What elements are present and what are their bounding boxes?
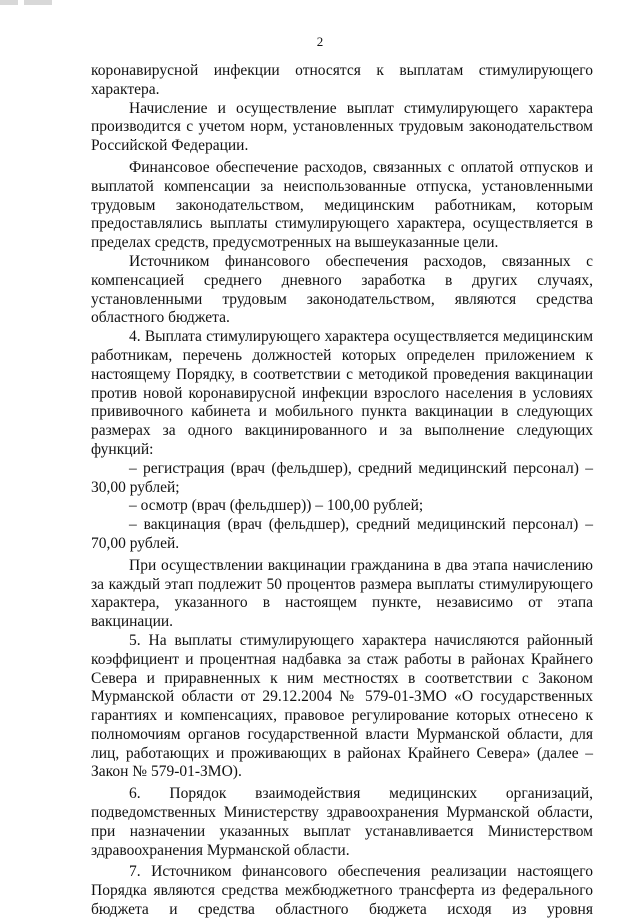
document-body [91,62,593,920]
paragraph: Источником финансового обеспечения расходов, связанных с компенсацией среднего дневного заработка в других случаях, установленными трудовым законодательством, являются средства областного бюджета. [91,252,593,327]
paragraph: коронавирусной инфекции относятся к выплатам стимулирующего характера. [91,62,593,98]
paragraph: Финансовое обеспечение расходов, связанных с оплатой отпусков и выплатой компенсации за неиспользованные отпуска, установленными трудовым законодательством, медицинским работникам, которым предоставлялись выплаты стимулирующего характера, осуществляется в пределах средств, предусмотренных на вышеуказанные цели. [91,158,593,252]
list-item: – вакцинация (врач (фельдшер), средний медицинский персонал) – 70,00 рублей. [91,516,593,552]
scan-mark [24,0,52,5]
paragraph: 7. Источником финансового обеспечения реализации настоящего Порядка являются средства межбюджетного трансферта из федерального бюджета и средства областного бюджета исходя из уровня [91,863,593,919]
paragraph: 6. Порядок взаимодействия медицинских организаций, подведомственных Министерству здравоохранения Мурманской области, при назначении указанных выплат устанавливается Министерством здравоохранения Мурманской области. [91,785,593,859]
list-item: – регистрация (врач (фельдшер), средний медицинский персонал) – 30,00 рублей; [91,459,593,496]
list-item: – осмотр (врач (фельдшер)) – 100,00 рублей; [129,497,424,515]
paragraph: Начисление и осуществление выплат стимулирующего характера производится с учетом норм, установленных трудовым законодательством Российской Федерации. [91,99,593,155]
page-number: 2 [316,34,324,49]
scan-mark [0,0,18,5]
paragraph: При осуществлении вакцинации гражданина в два этапа начислению за каждый этап подлежит 50 процентов размера выплаты стимулирующего характера, указанного в настоящем пункте, независимо от этапа вакцинации. [91,556,593,631]
paragraph: 4. Выплата стимулирующего характера осуществляется медицинским работникам, перечень должностей которых определен приложением к настоящему Порядку, в соответствии с методикой проведения вакцинации против новой коронавирусной инфекции взрослого населения в условиях прививочного кабинета и мобильного пункта вакцинации в следующих размерах за одного вакцинированного и за выполнение следующих функций: [91,328,593,458]
paragraph: 5. На выплаты стимулирующего характера начисляются районный коэффициент и процентная надбавка за стаж работы в районах Крайнего Севера и приравненных к ним местностях в соответствии с Законом Мурманской области от 29.12.2004 № 579-01-ЗМО «О государственных гарантиях и компенсациях, правовое регулирование которых отнесено к полномочиям органов государственной власти Мурманской области, для лиц, работающих и проживающих в районах Крайнего Севера» (далее – Закон № 579-01-ЗМО). [91,631,593,781]
